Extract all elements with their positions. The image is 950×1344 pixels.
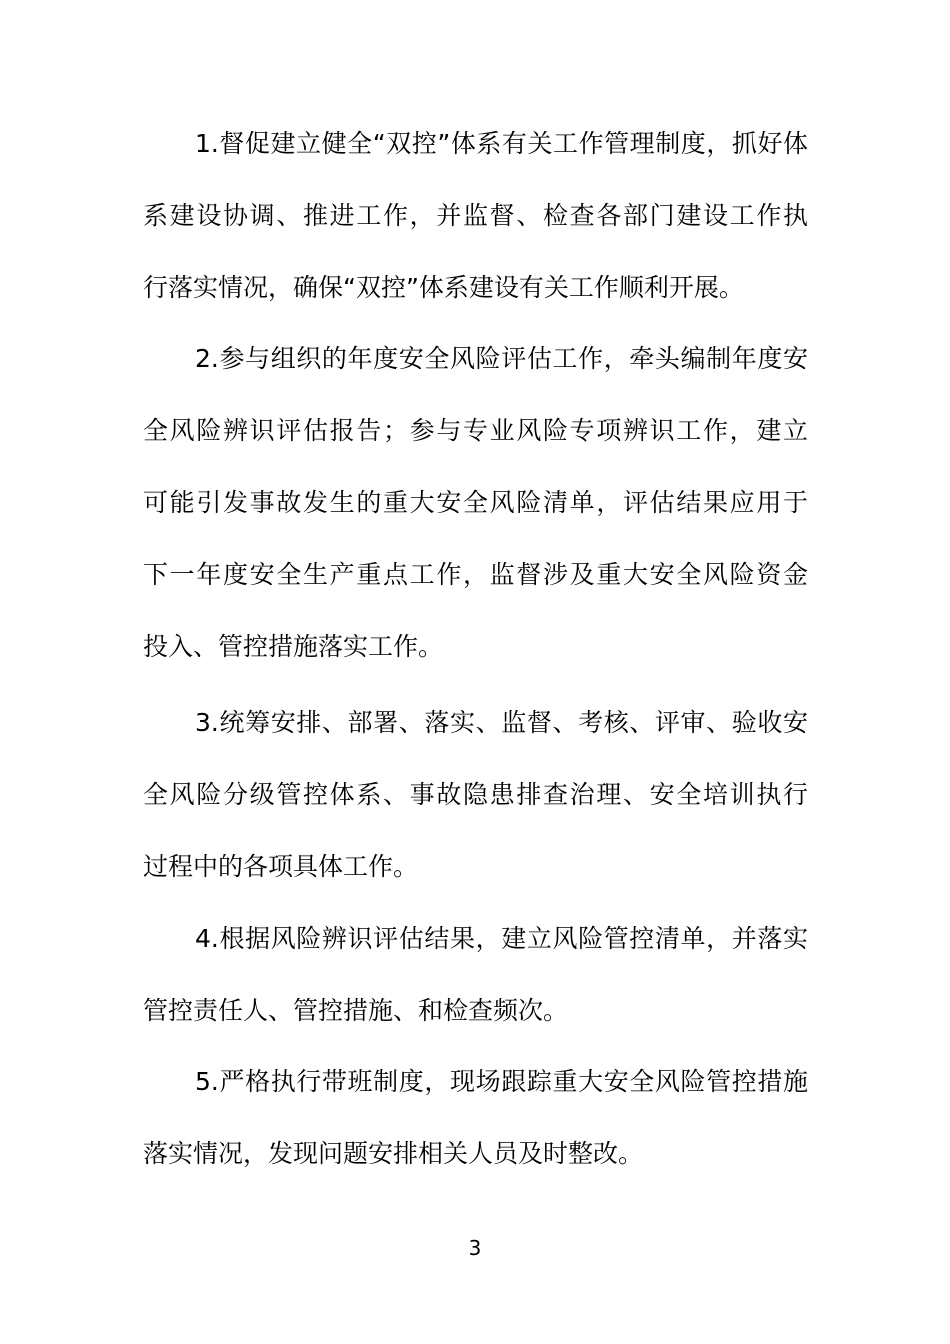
paragraph-5 [143,1046,808,1190]
paragraph-line: 下一年度安全生产重点工作，监督涉及重大安全风险资金 [143,560,808,589]
paragraph-line: 5.严格执行带班制度，现场跟踪重大安全风险管控措施 [195,1067,808,1096]
paragraph-line: 投入、管控措施落实工作。 [143,632,444,661]
paragraph-3 [143,687,808,903]
paragraph-line: 行落实情况，确保“双控”体系建设有关工作顺利开展。 [143,273,744,302]
paragraph-line: 3.统筹安排、部署、落实、监督、考核、评审、验收安 [195,708,808,737]
paragraph-line: 系建设协调、推进工作，并监督、检查各部门建设工作执 [143,201,808,230]
paragraph-2 [143,323,808,683]
paragraph-line: 全风险辨识评估报告；参与专业风险专项辨识工作，建立 [143,416,808,445]
paragraph-line: 全风险分级管控体系、事故隐患排查治理、安全培训执行 [143,780,808,809]
paragraph-1 [143,108,808,324]
paragraph-line: 可能引发事故发生的重大安全风险清单，评估结果应用于 [143,488,808,517]
paragraph-line: 管控责任人、管控措施、和检查频次。 [143,996,569,1025]
paragraph-line: 落实情况，发现问题安排相关人员及时整改。 [143,1139,644,1168]
page-number: 3 [468,1236,482,1260]
paragraph-line: 1.督促建立健全“双控”体系有关工作管理制度，抓好体 [195,129,808,158]
paragraph-line: 2.参与组织的年度安全风险评估工作，牵头编制年度安 [195,344,808,373]
paragraph-line: 4.根据风险辨识评估结果，建立风险管控清单，并落实 [195,924,808,953]
paragraph-line: 过程中的各项具体工作。 [143,852,419,881]
paragraph-4 [143,903,808,1047]
